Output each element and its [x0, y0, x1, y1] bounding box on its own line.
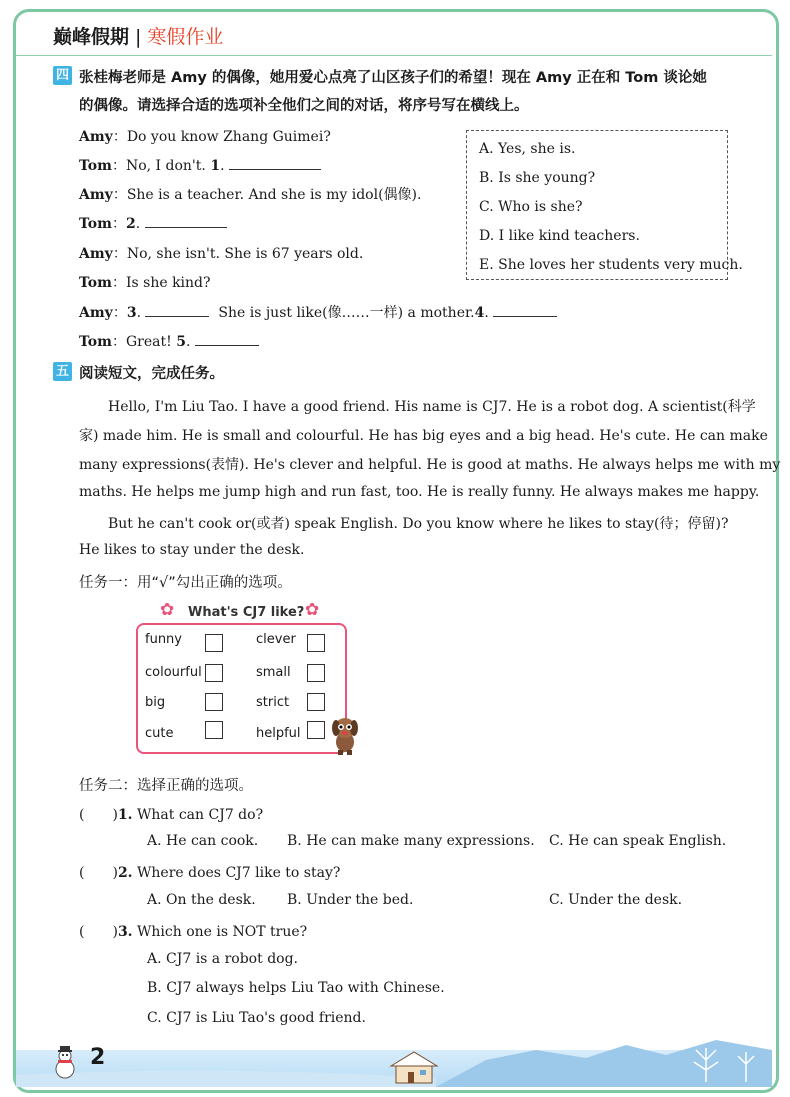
question-text: What can CJ7 do?	[137, 807, 264, 823]
q2-option-c: C. Under the desk.	[549, 892, 683, 908]
dialogue-text: She is a teacher. And she is my idol(偶像).	[126, 187, 422, 203]
passage-line-5: But he can't cook or(或者) speak English. Do you know where he likes to stay(待；停留)?	[108, 516, 729, 532]
answer-paren[interactable]: ( )	[79, 807, 118, 823]
passage-line-4: maths. He helps me jump high and run fast, too. He is really funny. He always makes me happy.	[79, 484, 760, 500]
task-1-title: 任务一：用“√”勾出正确的选项。	[79, 575, 292, 591]
cj7-label-strict: strict	[256, 695, 290, 710]
option-a: A. Yes, she is.	[479, 141, 576, 157]
winter-scene-icon	[16, 1020, 772, 1087]
passage-line-3: many expressions(表情). He's clever and helpful. He is good at maths. He always helps me with my	[79, 457, 781, 473]
header-subtitle: 寒假作业	[147, 26, 224, 48]
dialogue-line-4: Tom：2.	[79, 213, 227, 233]
dialogue-line-2: Tom：No, I don't. 1.	[79, 155, 321, 175]
q1-option-b: B. He can make many expressions.	[287, 833, 535, 849]
dialogue-line-3: Amy：She is a teacher. And she is my idol(偶像).	[79, 187, 422, 203]
speaker: Amy	[79, 246, 113, 262]
section-5-instruction: 阅读短文，完成任务。	[79, 366, 224, 382]
blank-number: 5	[176, 334, 186, 350]
blank-number: 2	[125, 216, 136, 232]
dialogue-line-8: Tom：Great! 5.	[79, 331, 259, 351]
cj7-label-cute: cute	[145, 726, 174, 741]
snowman-icon	[52, 1044, 78, 1080]
dialogue-line-1: Amy：Do you know Zhang Guimei?	[79, 129, 331, 145]
cj7-box-title: What's CJ7 like?	[188, 605, 305, 620]
question-1	[79, 804, 263, 824]
speaker: Tom	[79, 158, 112, 174]
speaker: Tom	[79, 275, 112, 291]
cj7-label-helpful: helpful	[256, 726, 301, 741]
checkbox-strict[interactable]	[307, 693, 325, 711]
q2-option-a: A. On the desk.	[147, 892, 256, 908]
question-3	[79, 921, 307, 941]
speaker: Amy	[79, 129, 113, 145]
answer-paren[interactable]: ( )	[79, 924, 118, 940]
cj7-label-funny: funny	[145, 632, 182, 647]
dialogue-text: She is just like(像……一样) a mother.	[218, 305, 475, 321]
answer-blank-3[interactable]	[145, 302, 209, 317]
flower-icon: ✿	[305, 600, 320, 620]
speaker: Amy	[79, 187, 113, 203]
dialogue-text: Do you know Zhang Guimei?	[126, 129, 331, 145]
q1-option-c: C. He can speak English.	[549, 833, 727, 849]
dialogue-line-6: Tom：Is she kind?	[79, 275, 211, 291]
dialogue-text: No, I don't.	[125, 158, 206, 174]
task-2-title: 任务二：选择正确的选项。	[79, 778, 253, 794]
checkbox-helpful[interactable]	[307, 721, 325, 739]
flower-icon: ✿	[160, 600, 175, 620]
checkbox-funny[interactable]	[205, 634, 223, 652]
dialogue-text: No, she isn't. She is 67 years old.	[126, 246, 364, 262]
section-4-badge: 四	[53, 66, 72, 85]
q3-option-c: C. CJ7 is Liu Tao's good friend.	[147, 1010, 366, 1026]
cj7-label-colourful: colourful	[145, 665, 202, 680]
blank-number: 1	[210, 158, 221, 174]
answer-blank-4[interactable]	[493, 302, 557, 317]
q3-option-b: B. CJ7 always helps Liu Tao with Chinese.	[147, 980, 445, 996]
option-d: D. I like kind teachers.	[479, 228, 640, 244]
answer-blank-5[interactable]	[195, 331, 259, 346]
question-text: Which one is NOT true?	[137, 924, 308, 940]
page-header	[53, 22, 223, 49]
series-title: 巅峰假期	[53, 26, 130, 48]
robot-dog-icon	[328, 714, 362, 756]
passage-line-1: Hello, I'm Liu Tao. I have a good friend. His name is CJ7. He is a robot dog. A scientist(科学	[108, 399, 756, 415]
speaker: Tom	[79, 334, 112, 350]
passage-line-6: He likes to stay under the desk.	[79, 542, 305, 558]
checkbox-big[interactable]	[205, 693, 223, 711]
section-5-badge: 五	[53, 362, 72, 381]
question-text: Where does CJ7 like to stay?	[137, 865, 341, 881]
question-number: 1.	[117, 807, 133, 823]
q2-option-b: B. Under the bed.	[287, 892, 414, 908]
answer-blank-2[interactable]	[145, 213, 227, 228]
cj7-label-small: small	[256, 665, 291, 680]
dialogue-line-5: Amy：No, she isn't. She is 67 years old.	[79, 246, 364, 262]
q1-option-a: A. He can cook.	[147, 833, 259, 849]
q3-option-a: A. CJ7 is a robot dog.	[147, 951, 298, 967]
header-divider	[16, 55, 772, 56]
cj7-label-clever: clever	[256, 632, 296, 647]
dialogue-line-7: Amy：3. She is just like(像……一样) a mother.4.	[79, 302, 557, 322]
options-box	[466, 130, 743, 280]
checkbox-cute[interactable]	[205, 721, 223, 739]
answer-paren[interactable]: ( )	[79, 865, 118, 881]
checkbox-small[interactable]	[307, 664, 325, 682]
speaker: Tom	[79, 216, 112, 232]
dialogue-text: Great!	[125, 334, 172, 350]
header-separator: |	[135, 26, 142, 48]
blank-number: 4	[474, 305, 485, 321]
dialogue-text: Is she kind?	[125, 275, 211, 291]
option-c: C. Who is she?	[479, 199, 583, 215]
cj7-label-big: big	[145, 695, 166, 710]
passage-line-2: 家) made him. He is small and colourful. He has big eyes and a big head. He's cute. He can make	[79, 428, 768, 444]
page-number: 2	[90, 1045, 106, 1070]
question-number: 2.	[117, 865, 133, 881]
option-b: B. Is she young?	[479, 170, 596, 186]
option-e: E. She loves her students very much.	[479, 257, 743, 273]
question-number: 3.	[117, 924, 133, 940]
question-2	[79, 862, 340, 882]
answer-blank-1[interactable]	[229, 155, 321, 170]
speaker: Amy	[79, 305, 113, 321]
blank-number: 3	[126, 305, 137, 321]
section-4-instruction-line2: 的偶像。请选择合适的选项补全他们之间的对话，将序号写在横线上。	[79, 98, 529, 114]
checkbox-colourful[interactable]	[205, 664, 223, 682]
section-4-instruction-line1: 张桂梅老师是 Amy 的偶像，她用爱心点亮了山区孩子们的希望！现在 Amy 正在和 Tom 谈论她	[79, 70, 707, 86]
checkbox-clever[interactable]	[307, 634, 325, 652]
